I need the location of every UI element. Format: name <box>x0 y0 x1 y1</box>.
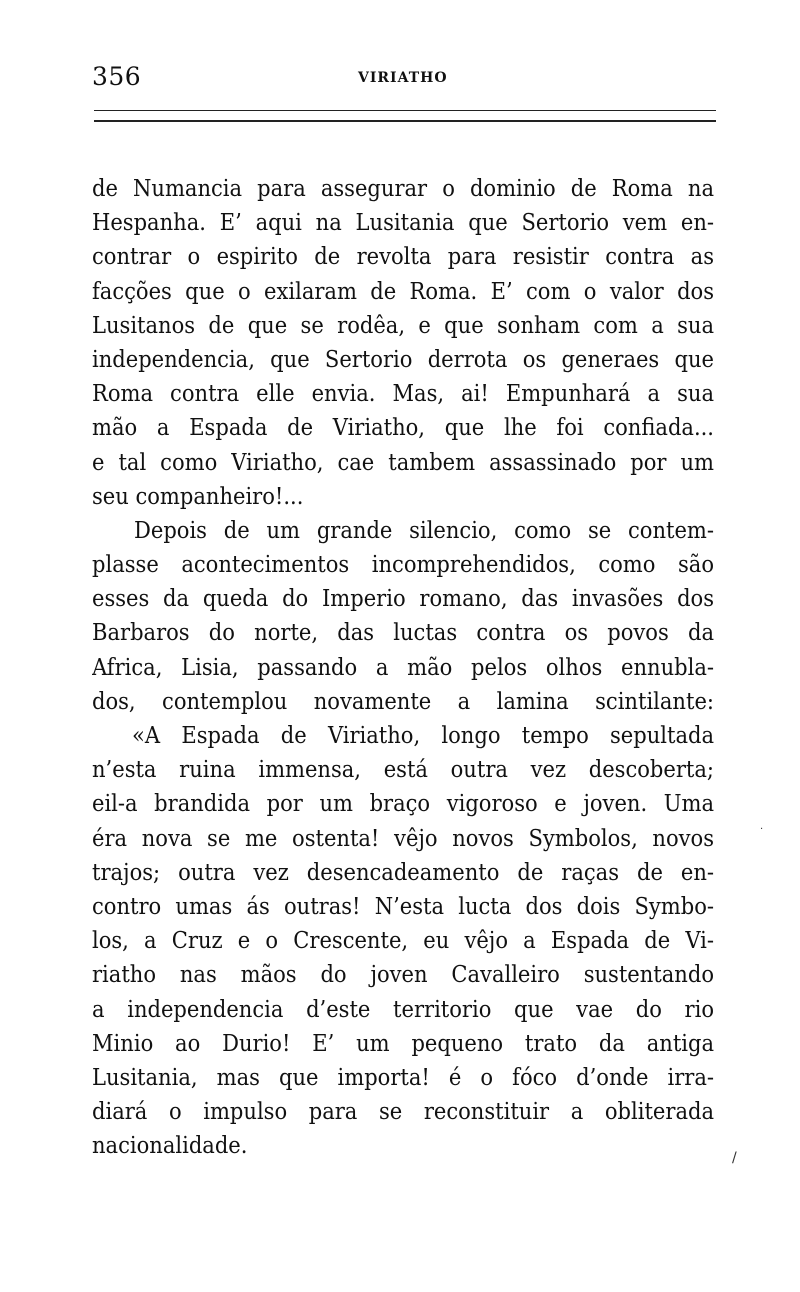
running-head: VIRIATHO <box>358 70 448 86</box>
text-line: independencia, que Sertorio derrota os generaes que <box>92 344 714 373</box>
text-line: «A Espada de Viriatho, longo tempo sepultada <box>132 721 714 749</box>
text-line: de Numancia para assegurar o dominio de Roma na <box>92 174 714 202</box>
text-line: contrar o espirito de revolta para resistir contra as <box>92 242 714 271</box>
text-line: Lusitanos de que se rodêa, e que sonham com a sua <box>92 310 714 339</box>
stray-mark: / <box>732 1150 737 1166</box>
text-line: éra nova se me ostenta! vêjo novos Symbolos, novos <box>92 823 714 852</box>
text-line: diará o impulso para se reconstituir a obliterada <box>92 1097 714 1126</box>
text-line: riatho nas mãos do joven Cavalleiro sustentando <box>92 960 714 989</box>
header-rule-thin <box>94 110 716 111</box>
text-line: facções que o exilaram de Roma. E’ com o valor dos <box>92 276 714 305</box>
text-line: Barbaros do norte, das luctas contra os povos da <box>92 618 714 647</box>
header-rule-thick <box>94 120 716 122</box>
text-line: Africa, Lisia, passando a mão pelos olhos ennubla- <box>92 652 714 681</box>
text-line: e tal como Viriatho, cae tambem assassinado por um <box>92 447 714 476</box>
text-line: plasse acontecimentos incomprehendidos, como são <box>92 550 714 579</box>
text-line: Minio ao Durio! E’ um pequeno trato da antiga <box>92 1028 714 1057</box>
text-line: esses da queda do Imperio romano, das invasões dos <box>92 584 714 613</box>
text-line: Lusitania, mas que importa! é o fóco d’onde irra- <box>92 1062 714 1091</box>
text-line: a independencia d’este territorio que vae do rio <box>92 994 714 1023</box>
page-number: 356 <box>92 62 142 91</box>
text-line: nacionalidade. <box>92 1131 248 1160</box>
text-line: n’esta ruina immensa, está outra vez descoberta; <box>92 755 714 784</box>
text-line: mão a Espada de Viriatho, que lhe foi confiada... <box>92 413 714 442</box>
text-line: eil-a brandida por um braço vigoroso e joven. Uma <box>92 789 714 818</box>
text-line: contro umas ás outras! N’esta lucta dos dois Symbo- <box>92 891 714 920</box>
text-line: los, a Cruz e o Crescente, eu vêjo a Espada de Vi- <box>92 926 714 955</box>
text-line: Hespanha. E’ aqui na Lusitania que Sertorio vem en- <box>92 208 714 237</box>
stray-mark: · <box>760 824 764 835</box>
text-line: seu companheiro!... <box>92 481 304 510</box>
text-line: Depois de um grande silencio, como se contem- <box>134 515 714 544</box>
page-header <box>92 58 716 98</box>
text-line: dos, contemplou novamente a lamina scintilante: <box>92 686 714 715</box>
text-line: trajos; outra vez desencadeamento de raças de en- <box>92 857 714 886</box>
text-line: Roma contra elle envia. Mas, ai! Empunhará a sua <box>92 379 714 408</box>
body-text <box>92 171 714 1162</box>
